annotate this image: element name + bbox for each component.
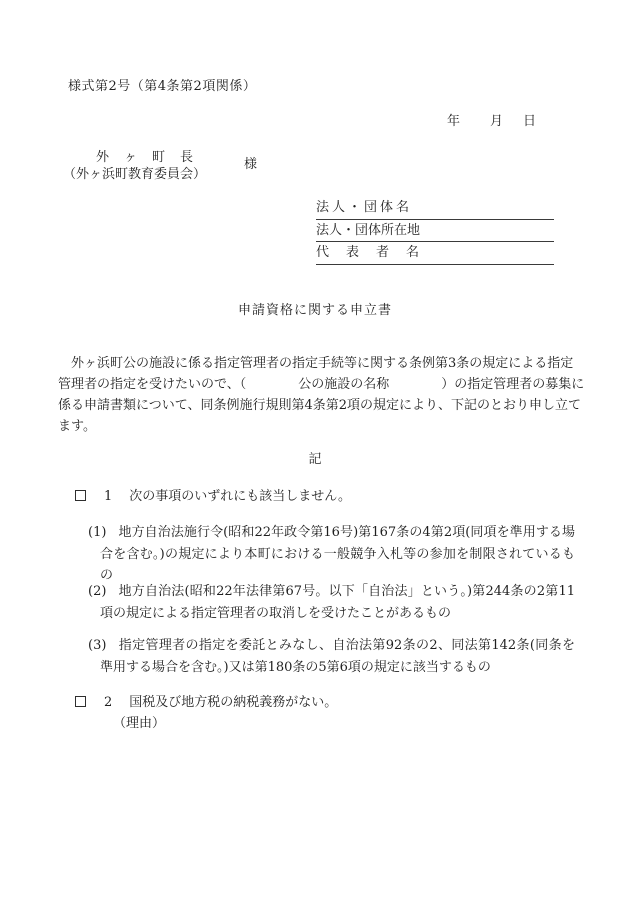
body-line: 外ヶ浜町公の施設に係る指定管理者の指定手続等に関する条例第3条の規定による指定	[58, 356, 574, 371]
item-text: 国税及び地方税の納税義務がない。	[129, 695, 338, 710]
subitem-1-3	[88, 635, 575, 678]
document-title: 申請資格に関する申立書	[237, 303, 392, 318]
field-corporate-name	[316, 197, 554, 220]
form-number: 様式第2号（第4条第2項関係）	[68, 79, 257, 94]
subitem-text: 指定管理者の指定を委託とみなし、自治法第92条の2、同法第142条(同条を準用する場合を含む。)又は第180条の5第6項の規定に該当するもの	[100, 638, 575, 675]
item-number: 2	[104, 695, 113, 710]
checkbox-unchecked-icon	[75, 490, 86, 501]
applicant-fields	[316, 197, 554, 265]
record-mark: 記	[308, 452, 322, 467]
field-label: 代表者名	[316, 245, 437, 260]
subitem-1-2	[88, 581, 575, 624]
item-text: 次の事項のいずれにも該当しません。	[129, 489, 352, 504]
subitem-1-1	[88, 522, 575, 587]
body-line: 管理者の指定を受けたいので、（ 公の施設の名称 ）の指定管理者の募集に	[58, 377, 585, 392]
subitem-number: (3)	[88, 638, 107, 653]
checkbox-unchecked-icon	[75, 696, 86, 707]
item-number: 1	[104, 489, 113, 504]
subitem-text: 地方自治法(昭和22年法律第67号。以下「自治法」という。)第244条の2第11項の規定による指定管理者の取消しを受けたことがあるもの	[100, 584, 575, 621]
reason-note: （理由）	[113, 716, 166, 731]
honorific-sama: 様	[244, 157, 258, 172]
field-label: 法人・団体名	[316, 200, 413, 215]
year-label: 年	[447, 114, 461, 129]
field-representative-name	[316, 242, 554, 265]
subitem-number: (1)	[88, 525, 107, 540]
field-corporate-address	[316, 220, 554, 243]
addressee-org: （外ヶ浜町教育委員会）	[63, 167, 207, 182]
field-label: 法人・団体所在地	[316, 222, 421, 238]
body-paragraph	[58, 353, 585, 437]
item-2	[75, 692, 337, 713]
subitem-text: 地方自治法施行令(昭和22年政令第16号)第167条の4第2項(同項を準用する場合を含む。)の規定により本町における一般競争入札等の参加を制限されているもの	[100, 525, 575, 583]
item-1	[75, 486, 351, 507]
body-line: ます。	[58, 419, 96, 434]
body-line: 係る申請書類について、同条例施行規則第4条第2項の規定により、下記のとおり申し立て	[58, 398, 582, 413]
addressee-name: 外ヶ町長	[96, 150, 209, 165]
day-label: 日	[523, 114, 537, 129]
subitem-number: (2)	[88, 584, 107, 599]
month-label: 月	[490, 114, 504, 129]
